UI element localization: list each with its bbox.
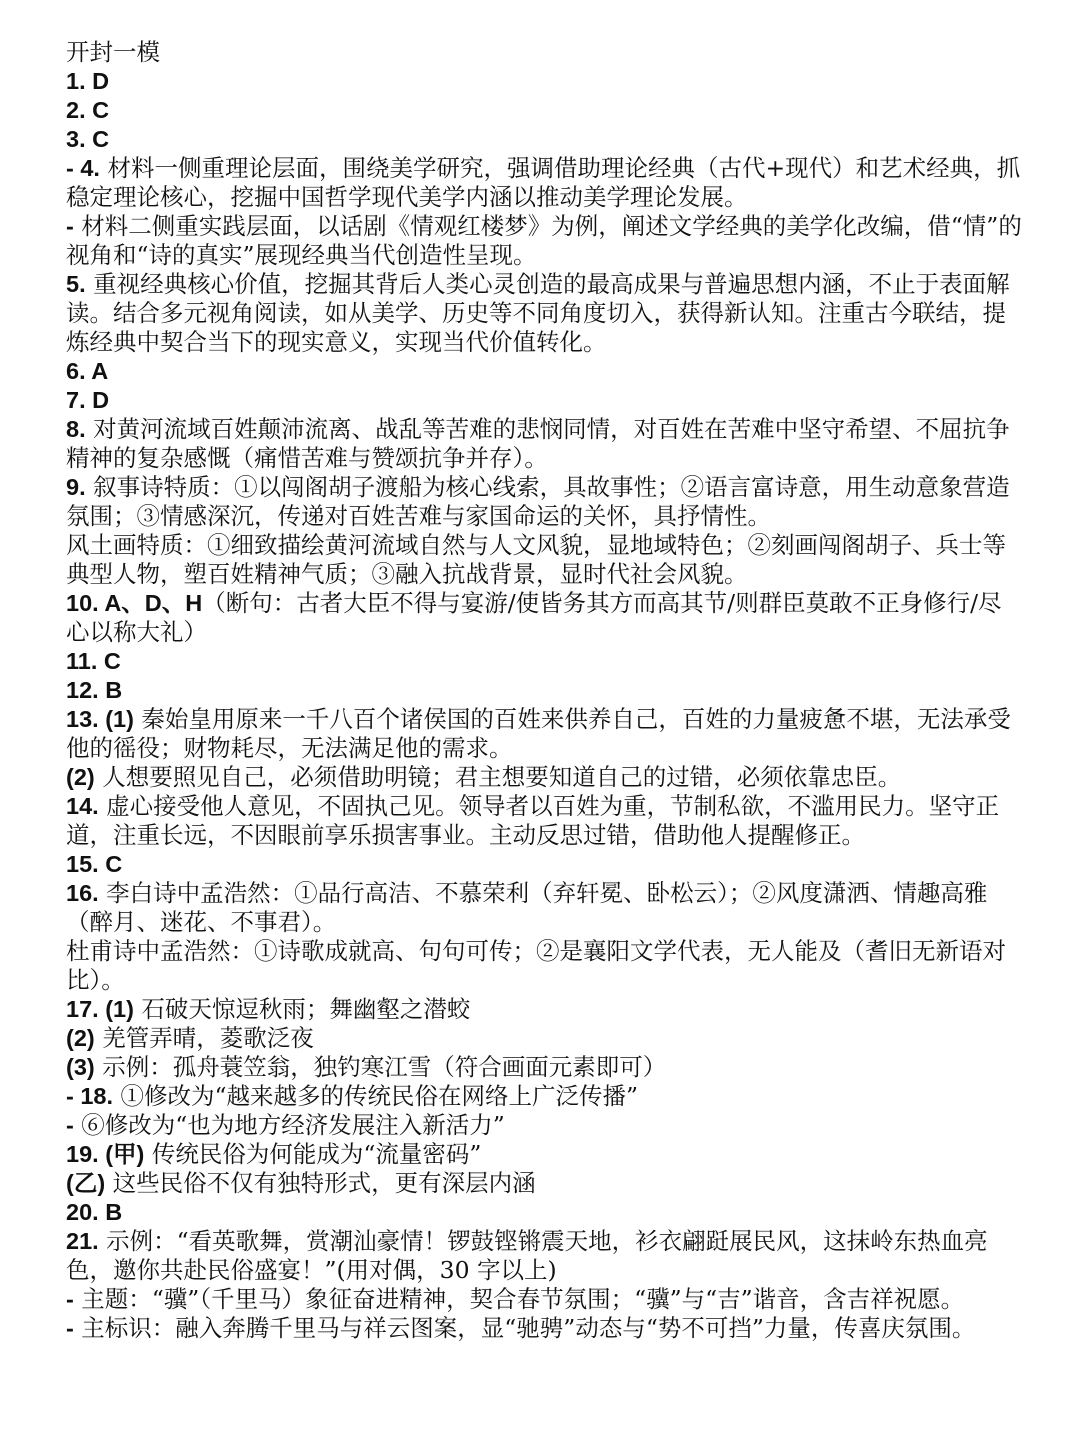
answer-number: 16. [66, 880, 99, 906]
answer-number: (2) [66, 764, 95, 790]
answer-text: ①修改为“越来越多的传统民俗在网络上广泛传播” [113, 1082, 639, 1110]
answer-line [66, 386, 1022, 415]
answer-text: 李白诗中孟浩然：①品行高洁、不慕荣利（弃轩冕、卧松云）；②风度潇洒、情趣高雅（醉月、迷花、不事君）。 [66, 879, 988, 936]
answer-text: 虚心接受他人意见，不固执己见。领导者以百姓为重，节制私欲，不滥用民力。坚守正道，注重长远，不因眼前享乐损害事业。主动反思过错，借助他人提醒修正。 [66, 792, 1000, 849]
answer-line [66, 1024, 1022, 1053]
answer-text: 传统民俗为何能成为“流量密码” [144, 1140, 482, 1168]
answer-list [66, 67, 1022, 1343]
answer-line [66, 96, 1022, 125]
answer-number: 13. (1) [66, 706, 134, 732]
answer-line [66, 676, 1022, 705]
answer-number: (乙) [66, 1170, 106, 1196]
answer-text: 石破天惊逗秋雨；舞幽壑之潜蛟 [133, 995, 471, 1023]
answer-number: 11. C [66, 648, 121, 674]
answer-line [66, 1053, 1022, 1082]
answer-number: 20. B [66, 1199, 123, 1225]
answer-number: - [66, 1315, 74, 1341]
answer-number: 9. [66, 474, 86, 500]
answer-number: 1. D [66, 68, 110, 94]
answer-text: ⑥修改为“也为地方经济发展注入新活力” [73, 1111, 505, 1139]
answer-number: 12. B [66, 677, 123, 703]
answer-text: 重视经典核心价值，挖掘其背后人类心灵创造的最高成果与普遍思想内涵，不止于表面解读。结合多元视角阅读，如从美学、历史等不同角度切入，获得新认知。注重古今联结，提炼经典中契合当下的现实意义，实现当代价值转化。 [66, 270, 1010, 356]
answer-number: 10. A、D、H [66, 590, 203, 616]
answer-text: 叙事诗特质：①以闯阁胡子渡船为核心线索，具故事性；②语言富诗意，用生动意象营造氛围；③情感深沉，传递对百姓苦难与家国命运的关怀，具抒情性。 [66, 473, 1010, 530]
answer-line [66, 879, 1022, 937]
answer-number: 19. (甲) [66, 1141, 145, 1167]
answer-document [66, 38, 1022, 1343]
answer-line [66, 995, 1022, 1024]
answer-text: 主题：“骥”（千里马）象征奋进精神，契合春节氛围；“骥”与“吉”谐音，含吉祥祝愿。 [73, 1285, 965, 1313]
answer-line [66, 1169, 1022, 1198]
answer-number: 2. C [66, 97, 110, 123]
answer-number: - 4. [66, 155, 100, 181]
answer-text: 示例：孤舟蓑笠翁，独钓寒江雪（符合画面元素即可） [94, 1053, 667, 1081]
answer-number: 5. [66, 271, 86, 297]
answer-line [66, 763, 1022, 792]
answer-number: 17. (1) [66, 996, 134, 1022]
answer-line [66, 705, 1022, 763]
answer-number: 6. A [66, 358, 109, 384]
answer-text: 对黄河流域百姓颠沛流离、战乱等苦难的悲悯同情，对百姓在苦难中坚守希望、不屈抗争精神的复杂感慨（痛惜苦难与赞颂抗争并存）。 [66, 415, 1010, 472]
answer-line [66, 125, 1022, 154]
answer-text: 风土画特质：①细致描绘黄河流域自然与人文风貌，显地域特色；②刻画闯阁胡子、兵士等典型人物，塑百姓精神气质；③融入抗战背景，显时代社会风貌。 [66, 531, 1006, 588]
answer-line [66, 1285, 1022, 1314]
answer-text: 材料二侧重实践层面，以话剧《情观红楼梦》为例，阐述文学经典的美学化改编，借“情”的视角和“诗的真实”展现经典当代创造性呈现。 [66, 212, 1022, 269]
answer-line [66, 270, 1022, 357]
answer-line [66, 1140, 1022, 1169]
answer-line [66, 473, 1022, 531]
answer-line [66, 1227, 1022, 1285]
answer-text: 主标识：融入奔腾千里马与祥云图案，显“驰骋”动态与“势不可挡”力量，传喜庆氛围。 [73, 1314, 976, 1342]
answer-number: 8. [66, 416, 86, 442]
answer-number: 15. C [66, 851, 123, 877]
answer-number: - [66, 1112, 74, 1138]
answer-number: - 18. [66, 1083, 114, 1109]
answer-text: 杜甫诗中孟浩然：①诗歌成就高、句句可传；②是襄阳文学代表，无人能及（耆旧无新语对比）。 [66, 937, 1006, 994]
answer-line [66, 531, 1022, 589]
answer-text: 这些民俗不仅有独特形式，更有深层内涵 [105, 1169, 536, 1197]
answer-line [66, 850, 1022, 879]
answer-line [66, 415, 1022, 473]
answer-text: 秦始皇用原来一千八百个诸侯国的百姓来供养自己，百姓的力量疲惫不堪，无法承受他的徭役；财物耗尽，无法满足他的需求。 [66, 705, 1011, 762]
answer-line [66, 1314, 1022, 1343]
answer-number: 3. C [66, 126, 110, 152]
answer-line [66, 1111, 1022, 1140]
answer-number: - [66, 213, 74, 239]
answer-text: 羌管弄晴，菱歌泛夜 [94, 1024, 314, 1052]
answer-number: 7. D [66, 387, 110, 413]
answer-number: (3) [66, 1054, 95, 1080]
answer-text: 示例：“看英歌舞，赏潮汕豪情！锣鼓铿锵震天地，衫衣翩跹展民风，这抹岭东热血亮色，邀你共赴民俗盛宴！”(用对偶，30 字以上) [66, 1227, 988, 1284]
answer-line [66, 589, 1022, 647]
answer-line [66, 647, 1022, 676]
answer-line [66, 937, 1022, 995]
answer-line [66, 67, 1022, 96]
answer-number: - [66, 1286, 74, 1312]
answer-text: 材料一侧重理论层面，围绕美学研究，强调借助理论经典（古代+现代）和艺术经典，抓稳定理论核心，挖掘中国哲学现代美学内涵以推动美学理论发展。 [66, 154, 1021, 211]
answer-number: (2) [66, 1025, 95, 1051]
answer-text: （断句：古者大臣不得与宴游/使皆务其方而高其节/则群臣莫敢不正身修行/尽心以称大礼） [66, 589, 1002, 646]
answer-number: 21. [66, 1228, 99, 1254]
answer-text: 人想要照见自己，必须借助明镜；君主想要知道自己的过错，必须依靠忠臣。 [94, 763, 902, 791]
answer-line [66, 357, 1022, 386]
answer-number: 14. [66, 793, 99, 819]
answer-line [66, 792, 1022, 850]
document-title: 开封一模 [66, 38, 160, 66]
answer-line [66, 1082, 1022, 1111]
answer-line [66, 154, 1022, 212]
answer-line [66, 1198, 1022, 1227]
answer-line [66, 212, 1022, 270]
